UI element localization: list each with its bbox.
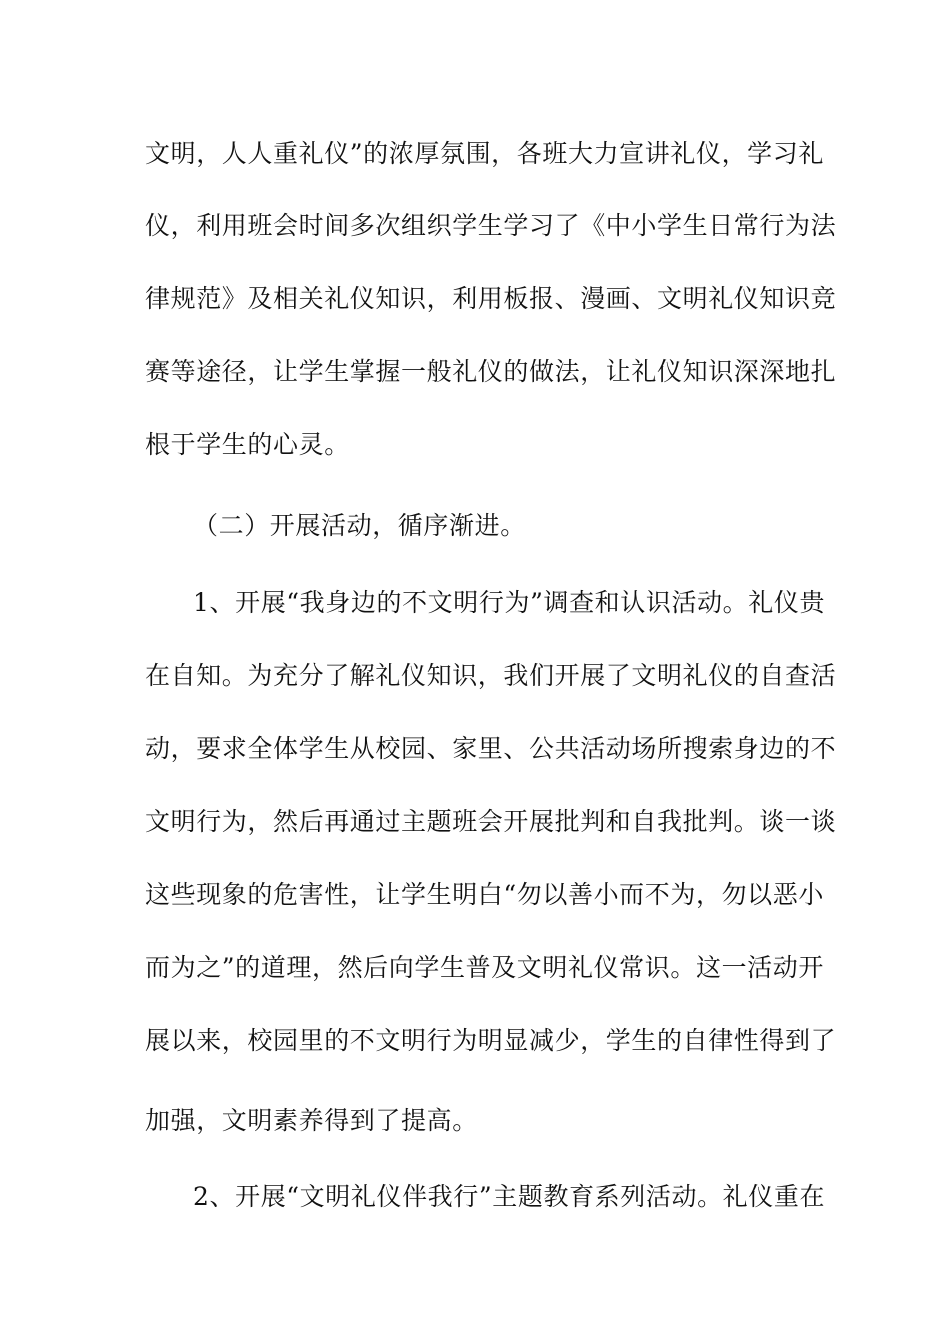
text-line: 加强，文明素养得到了提高。 <box>145 1106 478 1135</box>
text-line: 这些现象的危害性，让学生明白“勿以善小而不为，勿以恶小 <box>145 880 824 909</box>
text-line: 律规范》及相关礼仪知识，利用板报、漫画、文明礼仪知识竞 <box>145 284 837 313</box>
paragraph-first-line: 2、开展“文明礼仪伴我行”主题教育系列活动。礼仪重在 <box>193 1182 826 1211</box>
section-heading: （二）开展活动，循序渐进。 <box>193 511 526 540</box>
text-line: 赛等途径，让学生掌握一般礼仪的做法，让礼仪知识深深地扎 <box>145 357 837 386</box>
text-line: 动，要求全体学生从校园、家里、公共活动场所搜索身边的不 <box>145 734 837 763</box>
text-line: 文明行为，然后再通过主题班会开展批判和自我批判。谈一谈 <box>145 807 837 836</box>
text-line: 而为之”的道理，然后向学生普及文明礼仪常识。这一活动开 <box>145 953 824 982</box>
text-line: 根于学生的心灵。 <box>145 430 350 459</box>
paragraph-first-line: 1、开展“我身边的不文明行为”调查和认识活动。礼仪贵 <box>193 588 826 617</box>
text-line: 仪，利用班会时间多次组织学生学习了《中小学生日常行为法 <box>145 211 837 240</box>
text-line: 文明，人人重礼仪”的浓厚氛围，各班大力宣讲礼仪，学习礼 <box>145 139 824 168</box>
text-line: 展以来，校园里的不文明行为明显减少，学生的自律性得到了 <box>145 1026 837 1055</box>
text-line: 在自知。为充分了解礼仪知识，我们开展了文明礼仪的自查活 <box>145 661 837 690</box>
